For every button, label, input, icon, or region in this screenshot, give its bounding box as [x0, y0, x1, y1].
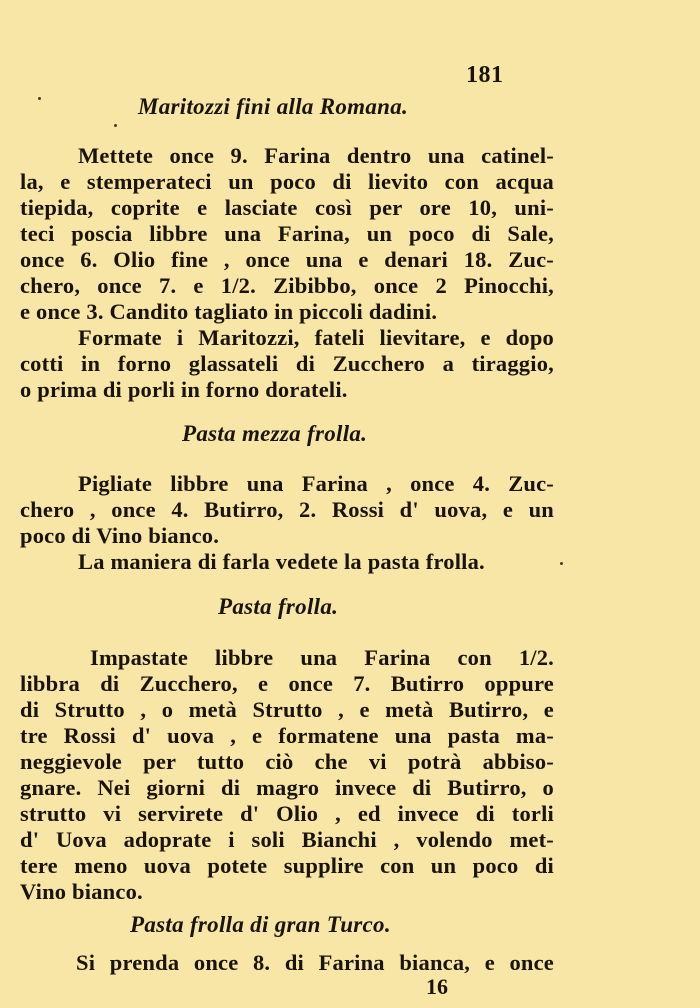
text-line: d' Uova adoprate i soli Bianchi , volendo met- [20, 827, 554, 852]
recipe-heading-pasta-mezza-frolla: Pasta mezza frolla. [182, 421, 368, 446]
page-number: 181 [466, 62, 504, 88]
text-line: once 6. Olio fine , once una e denari 18. Zuc- [20, 247, 554, 272]
text-line: la, e stemperateci un poco di lievito con acqua [20, 169, 554, 194]
text-line: Mettete once 9. Farina dentro una catinel- [78, 143, 554, 168]
text-line: Vino bianco. [20, 879, 143, 904]
recipe-body-pasta-frolla [20, 645, 554, 905]
recipe-heading-maritozzi: Maritozzi fini alla Romana. [138, 94, 409, 119]
text-line: Impastate libbre una Farina con 1/2. [90, 645, 554, 670]
text-line: strutto vi servirete d' Olio , ed invece di torli [20, 801, 554, 826]
text-line: chero , once 4. Butirro, 2. Rossi d' uova, e un [20, 497, 554, 522]
text-line: neggievole per tutto ciò che vi potrà abbiso- [20, 749, 554, 774]
text-line: di Strutto , o metà Strutto , e metà Butirro, e [20, 697, 554, 722]
text-line: tere meno uova potete supplire con un poco di [20, 853, 554, 878]
text-line: gnare. Nei giorni di magro invece di Butirro, o [20, 775, 554, 800]
text-line: e once 3. Candito tagliato in piccoli dadini. [20, 299, 438, 324]
text-line: chero, once 7. e 1/2. Zibibbo, once 2 Pinocchi, [20, 273, 554, 298]
ink-speck [114, 124, 117, 127]
recipe-body-pasta-frolla-gran-turco [20, 950, 554, 976]
text-line: poco di Vino bianco. [20, 523, 220, 548]
text-line: Si prenda once 8. di Farina bianca, e once [76, 950, 554, 975]
recipe-body-pasta-mezza-frolla [20, 471, 554, 575]
text-line: tre Rossi d' uova , e formatene una pasta ma- [20, 723, 554, 748]
ink-speck [38, 97, 41, 100]
text-line: tiepida, coprite e lasciate così per ore 10, uni- [20, 195, 554, 220]
text-line: Pigliate libbre una Farina , once 4. Zuc- [78, 471, 554, 496]
text-line: cotti in forno glassateli di Zucchero a tiraggio, [20, 351, 554, 376]
text-line: o prima di porli in forno dorateli. [20, 377, 348, 402]
recipe-heading-pasta-frolla: Pasta frolla. [218, 594, 339, 619]
text-line: libbra di Zucchero, e once 7. Butirro oppure [20, 671, 554, 696]
text-line: Formate i Maritozzi, fateli lievitare, e dopo [78, 325, 554, 350]
ink-speck [560, 562, 563, 565]
text-line: La maniera di farla vedete la pasta frolla. [78, 549, 485, 574]
recipe-body-maritozzi [20, 143, 554, 403]
recipe-heading-pasta-frolla-gran-turco: Pasta frolla di gran Turco. [130, 912, 391, 937]
text-line: teci poscia libbre una Farina, un poco di Sale, [20, 221, 554, 246]
signature-mark: 16 [426, 974, 448, 999]
